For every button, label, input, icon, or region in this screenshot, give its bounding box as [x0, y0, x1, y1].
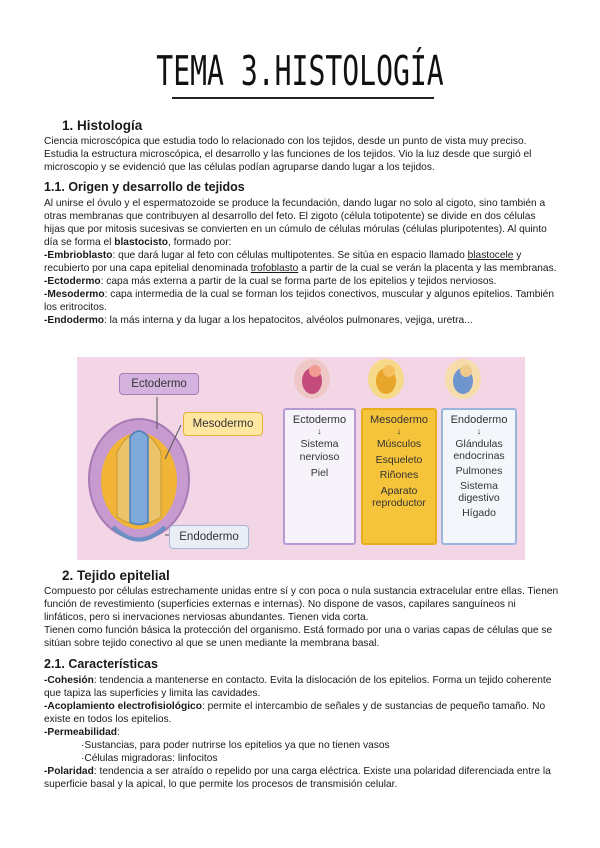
- section-2-1-body: [44, 674, 559, 791]
- column-item: Esqueleto: [375, 453, 423, 466]
- column-item: Glándulas endocrinas: [453, 438, 505, 462]
- permeabilidad-colon: :: [117, 727, 120, 738]
- cohesion-text: : tendencia a mantenerse en contacto. Evita la dislocación de los epitelios. Forma un tejido coherente que tapiza las superficies y limita las cavidades.: [44, 675, 552, 699]
- column-item: Músculos: [376, 438, 422, 450]
- permeabilidad-sub-1: ·Sustancias, para poder nutrirse los epitelios ya que no tienen vasos: [81, 740, 390, 751]
- acoplamiento-term: -Acoplamiento electrofisiológico: [44, 701, 202, 712]
- polaridad-text: : tendencia a ser atraído o repelido por una carga eléctrica. Existe una polaridad diferenciada entre la superficie basal y la apical, lo que permite los procesos de transmisión celular.: [44, 766, 551, 790]
- column-item: Pulmones: [455, 465, 503, 477]
- column-endodermo-items: [443, 438, 515, 522]
- cohesion-term: -Cohesión: [44, 675, 94, 686]
- epitelial-paragraph-1: Compuesto por células estrechamente unidas entre sí y con poca o nula sustancia extracelular entre ellas. Tienen función de revestimiento (superficies externas e internas). No dispone de vasos, capilares sanguíneos ni linfáticos, pero si inervaciones nerviosas abundantes. Tienen vida corta.: [44, 586, 559, 623]
- column-mesodermo-title: Mesodermo: [369, 414, 429, 426]
- column-item: Sistema digestivo: [458, 480, 500, 504]
- origin-paragraph: [44, 197, 559, 249]
- acoplamiento-item: [44, 700, 559, 726]
- endodermo-term: -Endodermo: [44, 315, 104, 326]
- histologia-definition: Ciencia microscópica que estudia todo lo relacionado con los tejidos, desde un punto de vista muy preciso. Estudia la estructura microscópica, el desarrollo y las funciones de los tejidos. Vio la luz desde que surgió el microscopio y se evidenció que las células podían agruparse dando lugar a los tejidos.: [44, 136, 532, 173]
- section-2-body: [44, 585, 559, 650]
- column-item: Piel: [310, 467, 329, 479]
- column-item: Hígado: [462, 507, 496, 519]
- page-title: TEMA 3.HISTOLOGÍA: [156, 48, 444, 96]
- column-ectodermo-title: Ectodermo: [292, 414, 347, 426]
- embryo-neural-tube: [130, 431, 148, 525]
- column-ectodermo-items: [285, 438, 354, 483]
- embrioblasto-term: -Embrioblasto: [44, 250, 113, 261]
- mesodermo-item: [44, 288, 559, 314]
- down-arrow-icon: ↓: [396, 426, 402, 436]
- endodermo-text: : la más interna y da lugar a los hepatocitos, alvéolos pulmonares, vejiga, uretra...: [104, 315, 473, 326]
- ectodermo-text: : capa más externa a partir de la cual se forma parte de los epitelios y tejidos nerviosos.: [100, 276, 497, 287]
- column-endodermo: [441, 408, 517, 545]
- down-arrow-icon: ↓: [317, 426, 322, 436]
- cohesion-item: [44, 674, 559, 700]
- label-ectodermo: Ectodermo: [119, 373, 199, 395]
- column-item: Sistema nervioso: [299, 438, 340, 463]
- fetus-endo-icon: [445, 359, 481, 399]
- embrioblasto-item: [44, 249, 559, 275]
- mesodermo-text: : capa intermedia de la cual se forman los tejidos conectivos, muscular y algunos epitelios. También los eritrocitos.: [44, 289, 555, 313]
- endodermo-item: [44, 314, 559, 327]
- ectodermo-item: [44, 275, 559, 288]
- section-2-heading: 2. Tejido epitelial: [62, 568, 170, 583]
- origin-text: Al unirse el óvulo y el espermatozoide se produce la fecundación, dando lugar no solo al cigoto, sino también a otras membranas que contribuyen al desarrollo del feto. El zigoto (célula totipotente) se divide en dos células hijas que por mitosis sucesivas se convierten en un cúmulo de células mórulas (células pluripotentes). Al quinto día se forma el: [44, 198, 547, 248]
- title-underline: [172, 97, 434, 99]
- label-endodermo: Endodermo: [169, 525, 249, 549]
- section-1-heading: 1. Histología: [62, 118, 143, 133]
- label-mesodermo: Mesodermo: [183, 412, 263, 436]
- section-1-paragraph: [44, 135, 559, 174]
- origin-text-end: , formado por:: [168, 237, 232, 248]
- embrioblasto-text-2: y recubierto por una capa epitelial denominada: [44, 250, 522, 274]
- column-endodermo-title: Endodermo: [450, 414, 508, 426]
- fetus-meso-icon: [368, 359, 404, 399]
- polaridad-item: [44, 765, 559, 791]
- polaridad-term: -Polaridad: [44, 766, 94, 777]
- column-ectodermo: [283, 408, 356, 545]
- permeabilidad-sub-2: ·Células migradoras: linfocitos: [81, 753, 218, 764]
- acoplamiento-text: : permite el intercambio de señales y de sustancias de pequeño tamaño. No existe en todos los epitelios.: [44, 701, 546, 725]
- column-mesodermo: [361, 408, 437, 545]
- ectodermo-term: -Ectodermo: [44, 276, 101, 287]
- down-arrow-icon: ↓: [476, 426, 482, 436]
- embrioblasto-text-3: a partir de la cual se verán la placenta y las membranas.: [298, 263, 557, 274]
- section-1-1-heading: 1.1. Origen y desarrollo de tejidos: [44, 180, 245, 194]
- blastocisto-term: blastocisto: [114, 237, 168, 248]
- section-1-1-body: [44, 197, 559, 327]
- permeabilidad-term: -Permeabilidad: [44, 727, 118, 738]
- permeabilidad-item: [44, 726, 559, 739]
- epitelial-paragraph-2: Tienen como función básica la protección del organismo. Está formado por una o varias capas de células que se sitúan sobre tejido conectivo al que se unen mediante la membrana basal.: [44, 625, 553, 649]
- blastocele-term: blastocele: [467, 250, 514, 261]
- embrioblasto-text: : que dará lugar al feto con células multipotentes. Se sitúa en espacio llamado: [112, 250, 468, 261]
- column-item: Aparato reproductor: [372, 484, 426, 509]
- column-mesodermo-items: [363, 438, 435, 513]
- fetus-ecto-icon: [294, 359, 330, 399]
- germ-layers-figure: [77, 357, 525, 560]
- section-2-1-heading: 2.1. Características: [44, 657, 158, 671]
- column-item: Riñones: [379, 469, 419, 481]
- trofoblasto-term: trofoblasto: [250, 263, 299, 274]
- mesodermo-term: -Mesodermo: [44, 289, 105, 300]
